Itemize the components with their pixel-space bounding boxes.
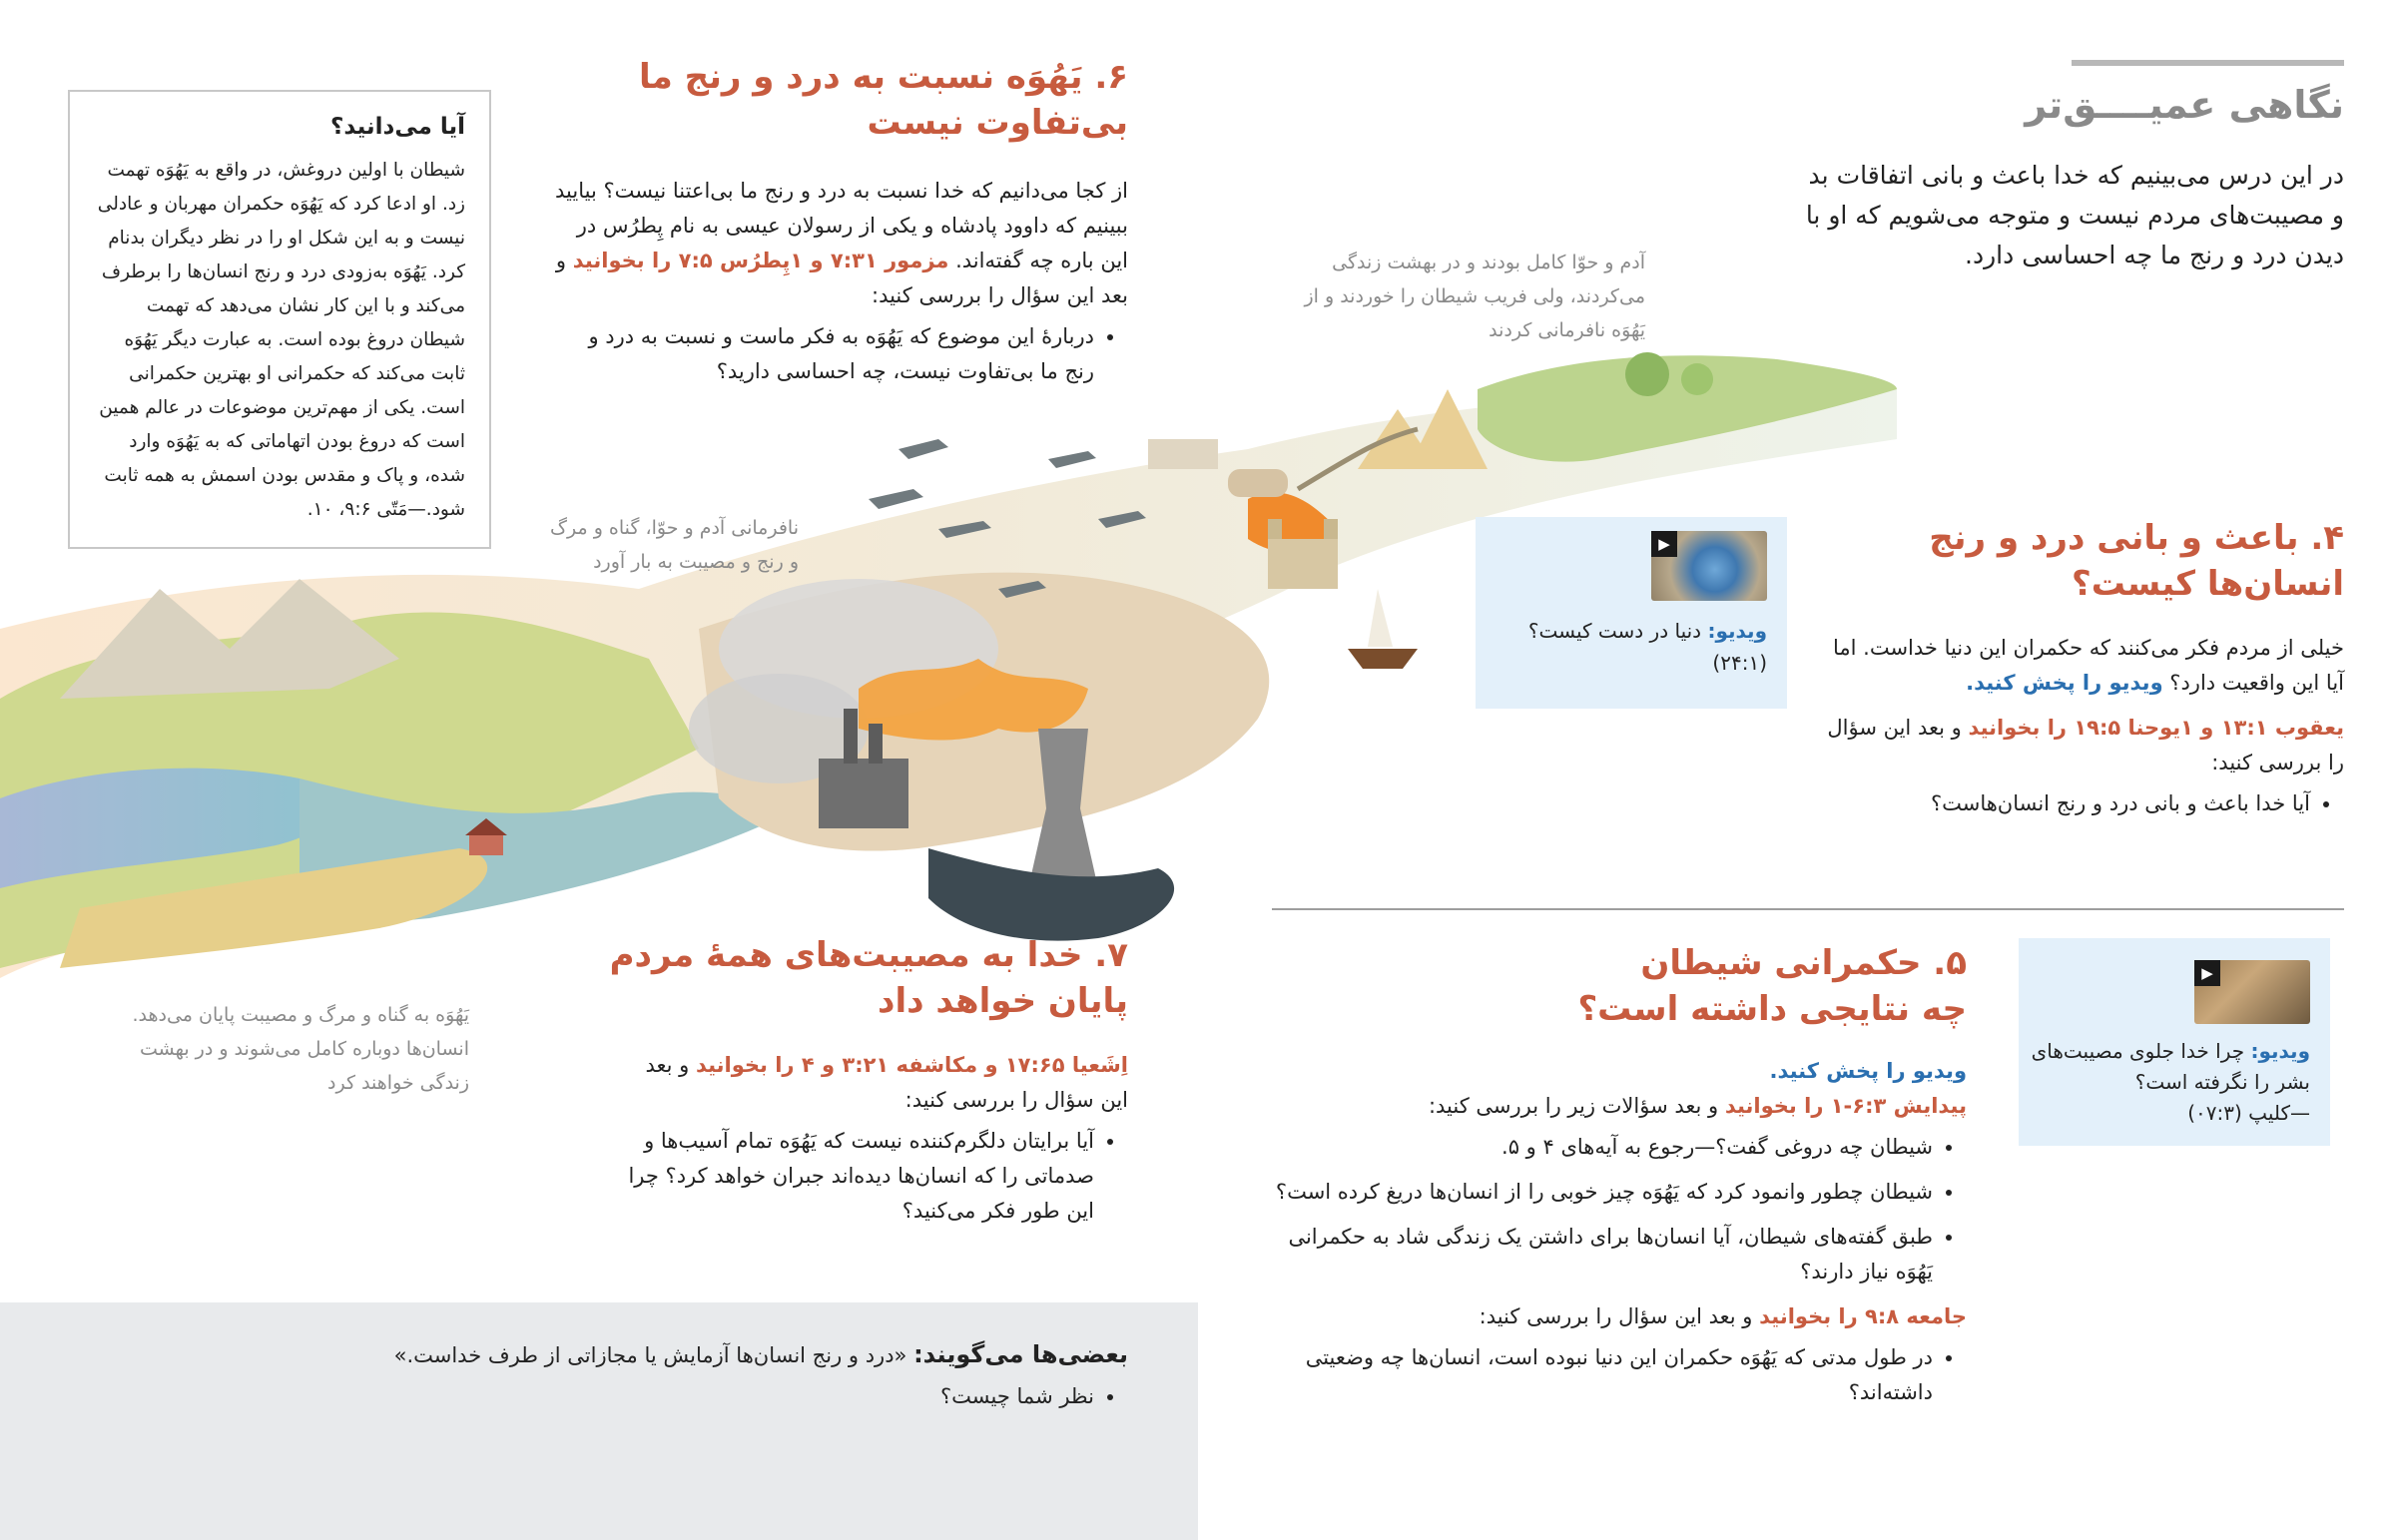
- did-you-know-text: شیطان با اولین دروغش، در واقع به یَهُوَه تهمت زد. او ادعا کرد که یَهُوَه حکمران مهربان و عادلی نیست و به این شکل او را در نظر دیگران بدنام کرد. یَهُوَه به‌زودی درد و رنج انسان‌ها را برطرف می‌کند و با این کار نشان می‌دهد که تهمت شیطان دروغ بوده است. به عبارت دیگر یَهُوَه ثابت می‌کند که حکمرانی او بهترین حکمرانی است. یکی از مهم‌ترین موضوعات در عالم همین است که دروغ بودن اتهاماتی که به یَهُوَه وارد شده، و پاک و مقدس بودن اسمش به همه ثابت شود.—مَتّی ۶:‏۹، ۱۰.: [97, 160, 465, 520]
- section5-read-ref2[interactable]: جامعه ۸:‏۹ را بخوانید: [1759, 1304, 1967, 1328]
- section5-read2: [1268, 1299, 1967, 1334]
- section5-video-clip: —کلیپ (۳:‏۰۷): [2187, 1101, 2310, 1125]
- section4-questions: [1827, 786, 2344, 821]
- section4-read-ref[interactable]: یعقوب ۱:‏۱۳ و ۱یوحنا ۵:‏۱۹ را بخوانید: [1968, 716, 2344, 740]
- section4-video-duration: (۱:‏۲۴): [1712, 651, 1767, 675]
- section5-question: • شیطان چطور وانمود کرد که یَهُوَه چیز خوبی را از انسان‌ها دریغ کرده است؟: [1268, 1175, 1933, 1210]
- deeper-title: نگاهی عمیــــق‌تر: [2025, 83, 2344, 127]
- some-say-questions: [379, 1379, 1128, 1414]
- section5-read-ref1[interactable]: پیدایش ۳:‏۱-۶ را بخوانید: [1724, 1094, 1967, 1118]
- some-say-line: [379, 1337, 1128, 1373]
- caption-paradise: یَهُوَه به گناه و مرگ و مصیبت پایان می‌دهد. انسان‌ها دوباره کامل می‌شوند و در بهشت زندگی خواهند کرد: [132, 1004, 469, 1094]
- section6-title-line1: ۶. یَهُوَه نسبت به درد و رنج ما: [638, 57, 1128, 97]
- some-say-label: بعضی‌ها می‌گویند:: [913, 1340, 1128, 1368]
- caption-eden: آدم و حوّا کامل بودند و در بهشت زندگی می‌کردند، ولی فریب شیطان را خوردند و از یَهُوَه نافرمانی کردند: [1304, 252, 1645, 341]
- section5-question: • طبق گفته‌های شیطان، آیا انسان‌ها برای داشتن یک زندگی شاد به حکمرانی یَهُوَه نیاز دارند؟: [1268, 1220, 1933, 1289]
- did-you-know-title: آیا می‌دانید؟: [329, 114, 465, 140]
- section5-questions2: [1268, 1340, 1967, 1410]
- play-icon[interactable]: ▶: [2194, 960, 2220, 986]
- some-say-question: • نظر شما چیست؟: [379, 1379, 1094, 1414]
- section4-question: • آیا خدا باعث و بانی درد و رنج انسان‌هاست؟: [1827, 786, 2310, 821]
- sailing-ship: [1348, 649, 1418, 669]
- section6-paragraph: [547, 174, 1128, 313]
- section7-body: [619, 1048, 1128, 1239]
- section4-title-line2: انسان‌ها کیست؟: [2072, 564, 2344, 604]
- section4-video-card[interactable]: [1476, 517, 1787, 709]
- section7-question: • آیا برایتان دلگرم‌کننده نیست که یَهُوَه تمام آسیب‌ها و صدماتی را که انسان‌ها دیده‌اند جبران خواهد کرد؟ چرا این طور فکر می‌کنید؟: [619, 1124, 1094, 1229]
- section4-video-title: دنیا در دست کیست؟: [1527, 619, 1702, 643]
- section4-body: [1827, 631, 2344, 831]
- colosseum: [1228, 469, 1288, 497]
- section4-read-after: و بعد این سؤال را بررسی کنید:: [1827, 716, 2344, 774]
- section7-read-ref[interactable]: اِشَعیا ۶۵:‏۱۷ و مکاشفه ۲۱:‏۳ و ۴ را بخوانید: [695, 1053, 1128, 1077]
- some-say-quote: «درد و رنج انسان‌ها آزمایش یا مجازاتی از طرف خداست.»: [393, 1343, 914, 1367]
- section6-body: [547, 174, 1128, 399]
- section5-question2: • در طول مدتی که یَهُوَه حکمران این دنیا نبوده است، انسان‌ها چه وضعیتی داشته‌اند؟: [1268, 1340, 1933, 1410]
- section4-video-link[interactable]: ویدیو را پخش کنید.: [1966, 671, 2163, 695]
- factory: [819, 759, 908, 828]
- section5-questions: [1268, 1130, 1967, 1289]
- section5-video-link[interactable]: ویدیو را پخش کنید.: [1769, 1059, 1967, 1083]
- eden-tree: [1625, 352, 1669, 396]
- section4-video-caption: [1486, 615, 1767, 679]
- section6-para: از کجا می‌دانیم که خدا نسبت به درد و رنج ما بی‌اعتنا نیست؟ بیایید ببینیم که داوود پادشاه و یکی از رسولان عیسی به نام پِطرُس در این باره چه گفته‌اند.: [555, 179, 1128, 272]
- deeper-intro: در این درس می‌بینیم که خدا باعث و بانی اتفاقات بد و مصیبت‌های مردم نیست و متوجه می‌شویم که او با دیدن درد و رنج ما چه احساسی دارد.: [1805, 161, 2344, 269]
- some-say-content: [379, 1337, 1128, 1424]
- caption-disobedience: نافرمانی آدم و حوّا، گناه و مرگ و رنج و مصیبت به بار آورد: [550, 517, 799, 573]
- section5-video-title: چرا خدا جلوی مصیبت‌های بشر را نگرفته است؟: [2031, 1039, 2310, 1094]
- section5-read1: [1268, 1089, 1967, 1124]
- deeper-rule: [2072, 60, 2344, 66]
- house: [469, 833, 503, 855]
- section7-title-line1: ۷. خدا به مصیبت‌های همهٔ مردم: [609, 935, 1128, 975]
- section6-question: • دربارهٔ این موضوع که یَهُوَه به فکر ماست و نسبت به درد و رنج ما بی‌تفاوت نیست، چه احساسی دارید؟: [585, 319, 1094, 389]
- section5-video-caption: [2029, 1036, 2310, 1129]
- section5-divider: [1272, 908, 2344, 910]
- castle: [1268, 539, 1338, 589]
- section4-read: [1827, 711, 2344, 780]
- section4-title-line1: ۴. باعث و بانی درد و رنج: [1929, 518, 2344, 558]
- section7-title: [599, 932, 1128, 1024]
- section6-read-ref[interactable]: مزمور ۳۱:‏۷ و ۱پِطرُس ۵:‏۷ را بخوانید: [572, 249, 949, 272]
- section5-video-card[interactable]: [2019, 938, 2330, 1146]
- section6-questions: [585, 319, 1128, 389]
- section5-read-after1: و بعد سؤالات زیر را بررسی کنید:: [1428, 1094, 1725, 1118]
- section5-read-after2: و بعد این سؤال را بررسی کنید:: [1479, 1304, 1760, 1328]
- section6-read-after: و بعد این سؤال را بررسی کنید:: [555, 249, 1128, 307]
- section6-title: [619, 54, 1128, 146]
- section5-body: [1268, 1054, 1967, 1420]
- temple: [1148, 439, 1218, 469]
- section6-title-line2: بی‌تفاوت نیست: [867, 103, 1128, 143]
- section5-title-line1: ۵. حکمرانی شیطان: [1640, 943, 1967, 983]
- section7-questions: [619, 1124, 1128, 1229]
- section7-read: [619, 1048, 1128, 1118]
- section4-title: [1857, 515, 2344, 607]
- section5-title: [1468, 940, 1967, 1032]
- play-icon[interactable]: ▶: [1651, 531, 1677, 557]
- section7-title-line2: پایان خواهد داد: [878, 981, 1128, 1021]
- section7-read-after: و بعد این سؤال را بررسی کنید:: [645, 1053, 1128, 1112]
- section5-question: • شیطان چه دروغی گفت؟—رجوع به آیه‌های ۴ و ۵.: [1268, 1130, 1933, 1165]
- section5-title-line2: چه نتایجی داشته است؟: [1577, 989, 1967, 1029]
- did-you-know-box: [68, 90, 491, 549]
- section4-para-text: خیلی از مردم فکر می‌کنند که حکمران این دنیا خداست. اما آیا این واقعیت دارد؟: [1833, 636, 2344, 695]
- section5-video-label: ویدیو:: [2250, 1039, 2310, 1063]
- section4-paragraph: [1827, 631, 2344, 701]
- section4-video-label: ویدیو:: [1707, 619, 1767, 643]
